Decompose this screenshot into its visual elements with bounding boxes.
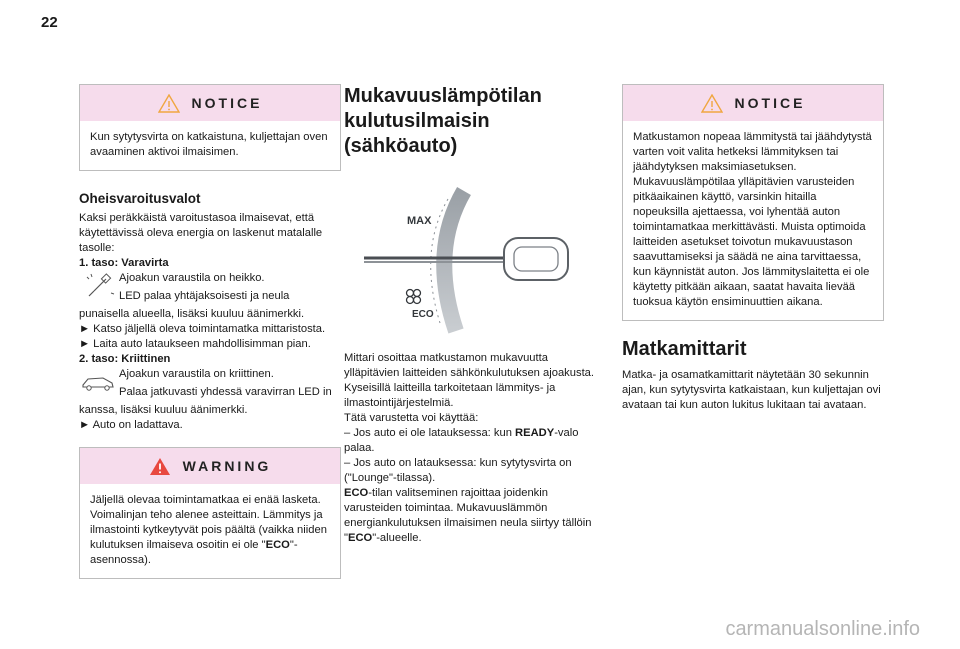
comfort-p2: Kyseisillä laitteilla tarkoitetaan lämmitys- ja ilmastointijärjestelmiä. xyxy=(344,382,556,409)
level1-title: 1. taso: Varavirta xyxy=(79,257,169,269)
level1-line3: ► Katso jäljellä oleva toimintamatka mittaristosta. xyxy=(79,323,326,335)
warning-title: WARNING xyxy=(182,458,272,474)
reserve-plug-icon xyxy=(79,271,117,299)
level2-title: 2. taso: Kriittinen xyxy=(79,353,171,365)
comfort-p4-part: – Jos auto ei ole latauksessa: kun xyxy=(344,427,516,439)
column-middle xyxy=(344,84,606,546)
level1-line1: Ajoakun varaustila on heikko. xyxy=(119,272,265,284)
section-heading: Oheisvaroitusvalot xyxy=(79,191,201,206)
car-critical-icon xyxy=(79,367,117,395)
level1-line4: ► Laita auto lataukseen mahdollisimman pian. xyxy=(79,338,311,350)
warning-text xyxy=(80,484,340,578)
comfort-p6-bold2: ECO xyxy=(347,532,373,544)
comfort-heading-line1: Mukavuuslämpötilan xyxy=(344,85,542,107)
level2-line1: Ajoakun varaustila on kriittinen. xyxy=(119,368,274,380)
comfort-p6-end: "-alueelle. xyxy=(372,532,422,544)
column-left xyxy=(79,84,341,579)
comfort-p6-bold: ECO xyxy=(344,487,369,499)
notice-header xyxy=(80,85,340,121)
warning-triangle-icon xyxy=(158,94,180,113)
comfort-p1: Mittari osoittaa matkustamon mukavuutta ylläpitävien laitteiden sähkönkulutuksen ajoakusta. xyxy=(344,352,595,379)
level1-line2: LED palaa yhtäjaksoisesti ja neula punaisella alueella, lisäksi kuuluu äänimerkki. xyxy=(79,290,305,320)
level2-line3: ► Auto on ladattava. xyxy=(79,419,183,431)
comfort-p5: – Jos auto on latauksessa: kun sytytysvirta on ("Lounge"-tilassa). xyxy=(344,457,572,484)
odometer-text: Matka- ja osamatkamittarit näytetään 30 sekunnin ajan, kun sytytysvirta katkaistaan, kun kuljettajan ovi avataan tai kun auton lukitus lukitaan tai avataan. xyxy=(622,369,881,411)
warning-box xyxy=(79,447,341,579)
level2-block xyxy=(79,367,341,418)
notice-text-2: Matkustamon nopeaa lämmitystä tai jäähdytystä varten voit valita hetkeksi lämmityksen tai jäähdytyksen maksimiasetuksen. Mukavuuslämpötilaa ylläpitävien varusteiden pitkäaikainen käyttö, varsinkin hitailla nopeuksilla ajettaessa, voi lyhentää auton toimintamatkaa merkittävästi. Muista optimoida laitteiden asetukset toivotun mukavuustason saavuttamiseksi ja säädä ne aina tarvittaessa, kun käynnistät auton. Jos lämmityslaitetta ei ole käytetty pitkään aikaan, saatat havaita lievää tuoksua käytön ensiminuuttien aikana. xyxy=(633,131,872,308)
comfort-p4 xyxy=(344,426,606,456)
warning-triangle-icon xyxy=(701,94,723,113)
warning-text-end: "-asennossa). xyxy=(90,539,298,566)
gauge-eco-label: ECO xyxy=(412,309,434,320)
gauge-max-label: MAX xyxy=(407,215,432,227)
watermark: carmanualsonline.info xyxy=(725,618,920,640)
eco-leaf-icon xyxy=(407,290,421,304)
notice-box-2 xyxy=(622,84,884,321)
level1-block xyxy=(79,271,341,322)
section-intro: Kaksi peräkkäistä varoitustasoa ilmaisevat, että käytettävissä oleva energia on laskenut matalalle tasolle: xyxy=(79,212,323,254)
comfort-p6-part: -tilan valitseminen rajoittaa joidenkin varusteiden toimintaa. Mukavuuslämmön energiankulutuksen ilmaisimen neula siirtyy tällöin " xyxy=(344,487,592,544)
comfort-p6 xyxy=(344,486,606,546)
comfort-p4-end: -valo palaa. xyxy=(344,427,579,454)
comfort-p4-bold: READY xyxy=(515,427,555,439)
notice-title: NOTICE xyxy=(191,95,263,111)
comfort-heading-line2: kulutusilmaisin (sähköauto) xyxy=(344,110,490,157)
warning-header xyxy=(80,448,340,484)
notice-title-2: NOTICE xyxy=(734,95,806,111)
warning-triangle-icon xyxy=(149,457,171,476)
odometer-section xyxy=(622,337,884,413)
page-number: 22 xyxy=(41,14,58,31)
level2-line2: Palaa jatkuvasti yhdessä varavirran LED in kanssa, lisäksi kuuluu äänimerkki. xyxy=(79,386,332,416)
warning-text-bold: ECO xyxy=(265,539,290,551)
odometer-heading: Matkamittarit xyxy=(622,338,747,360)
warning-lights-section xyxy=(79,191,341,433)
warning-text-part: Jäljellä olevaa toimintamatkaa ei enää lasketa. Voimalinjan teho alenee asteittain. Lämmitys ja ilmastointi kytkeytyvät pois päältä (vaikka niiden kulutuksen ilmaiseva osoitin ei ole " xyxy=(90,494,327,551)
comfort-gauge-illustration xyxy=(344,171,606,341)
comfort-p3: Tätä varustetta voi käyttää: xyxy=(344,412,479,424)
notice-text: Kun sytytysvirta on katkaistuna, kuljettajan oven avaaminen aktivoi ilmaisimen. xyxy=(90,131,328,158)
column-right xyxy=(622,84,884,413)
notice-box xyxy=(79,84,341,171)
notice-header-2 xyxy=(623,85,883,121)
